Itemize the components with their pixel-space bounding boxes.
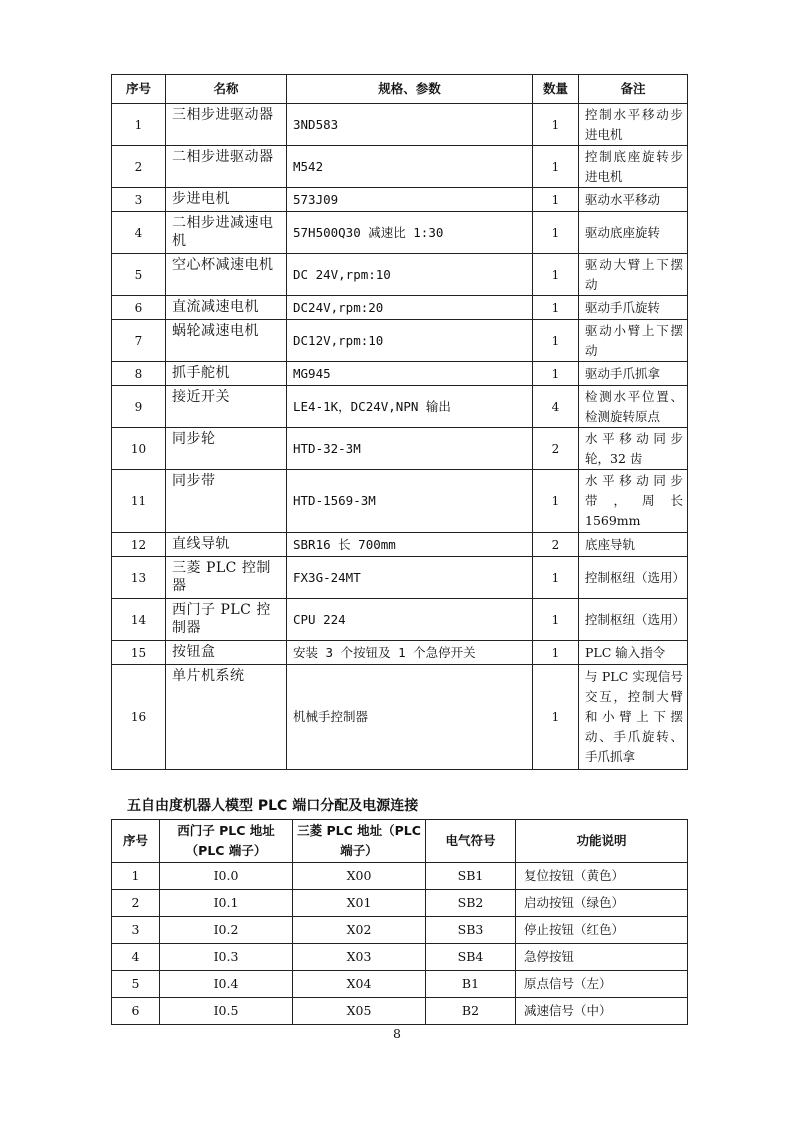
table-row (112, 971, 688, 998)
siemens-address: I0.4 (160, 971, 293, 998)
component-name: 三相步进驱动器 (166, 104, 287, 146)
mitsubishi-address: X05 (293, 998, 426, 1025)
table-row (112, 533, 688, 557)
component-spec: FX3G-24MT (287, 557, 533, 599)
header-qty: 数量 (533, 75, 579, 104)
function-description: 启动按钮（绿色） (516, 890, 688, 917)
row-number: 9 (112, 386, 166, 428)
row-number: 16 (112, 665, 166, 770)
component-spec: LE4-1K，DC24V,NPN 输出 (287, 386, 533, 428)
table-row (112, 944, 688, 971)
component-note: 控制枢纽（选用） (579, 557, 688, 599)
siemens-address: I0.0 (160, 863, 293, 890)
component-quantity: 1 (533, 665, 579, 770)
component-note: 驱动底座旋转 (579, 212, 688, 254)
component-note: PLC 输入指令 (579, 641, 688, 665)
component-quantity: 1 (533, 557, 579, 599)
row-number: 7 (112, 320, 166, 362)
component-spec: 573J09 (287, 188, 533, 212)
siemens-address: I0.1 (160, 890, 293, 917)
component-name: 西门子 PLC 控制器 (166, 599, 287, 641)
header-spec: 规格、参数 (287, 75, 533, 104)
mitsubishi-address: X00 (293, 863, 426, 890)
table-row (112, 998, 688, 1025)
component-name: 步进电机 (166, 188, 287, 212)
row-number: 11 (112, 470, 166, 533)
component-quantity: 2 (533, 428, 579, 470)
component-spec: CPU 224 (287, 599, 533, 641)
function-description: 急停按钮 (516, 944, 688, 971)
table-row (112, 212, 688, 254)
component-name: 蜗轮减速电机 (166, 320, 287, 362)
component-quantity: 1 (533, 641, 579, 665)
mitsubishi-address: X04 (293, 971, 426, 998)
component-spec: 57H500Q30 减速比 1:30 (287, 212, 533, 254)
component-note: 驱动小臂上下摆动 (579, 320, 688, 362)
table-row (112, 599, 688, 641)
component-note: 控制底座旋转步进电机 (579, 146, 688, 188)
row-number: 1 (112, 104, 166, 146)
table-row (112, 863, 688, 890)
component-name: 同步轮 (166, 428, 287, 470)
component-note: 控制枢纽（选用） (579, 599, 688, 641)
component-note: 水平移动同步轮，32 齿 (579, 428, 688, 470)
component-name: 三菱 PLC 控制器 (166, 557, 287, 599)
siemens-address: I0.2 (160, 917, 293, 944)
row-number: 6 (112, 296, 166, 320)
component-note: 驱动手爪抓拿 (579, 362, 688, 386)
function-description: 减速信号（中） (516, 998, 688, 1025)
row-number: 2 (112, 890, 160, 917)
component-quantity: 1 (533, 470, 579, 533)
table-row (112, 254, 688, 296)
component-note: 水平移动同步带，周长 1569mm (579, 470, 688, 533)
function-description: 停止按钮（红色） (516, 917, 688, 944)
header-mitsubishi-address: 三菱 PLC 地址（PLC 端子） (293, 820, 426, 863)
component-spec: HTD-1569-3M (287, 470, 533, 533)
component-note: 底座导轨 (579, 533, 688, 557)
table-row (112, 188, 688, 212)
component-note: 驱动手爪旋转 (579, 296, 688, 320)
component-quantity: 1 (533, 254, 579, 296)
port-assignment-table (111, 819, 688, 1025)
header-no: 序号 (112, 75, 166, 104)
component-quantity: 1 (533, 104, 579, 146)
component-spec: DC12V,rpm:10 (287, 320, 533, 362)
electrical-symbol: SB2 (426, 890, 516, 917)
table-row (112, 428, 688, 470)
component-note: 驱动大臂上下摆动 (579, 254, 688, 296)
table-header-row (112, 75, 688, 104)
electrical-symbol: B2 (426, 998, 516, 1025)
table-row (112, 320, 688, 362)
table-header-row (112, 820, 688, 863)
component-quantity: 4 (533, 386, 579, 428)
row-number: 3 (112, 917, 160, 944)
siemens-address: I0.3 (160, 944, 293, 971)
function-description: 复位按钮（黄色） (516, 863, 688, 890)
table-row (112, 665, 688, 770)
mitsubishi-address: X02 (293, 917, 426, 944)
component-note: 驱动水平移动 (579, 188, 688, 212)
row-number: 2 (112, 146, 166, 188)
component-note: 控制水平移动步进电机 (579, 104, 688, 146)
siemens-address: I0.5 (160, 998, 293, 1025)
row-number: 1 (112, 863, 160, 890)
row-number: 13 (112, 557, 166, 599)
table-row (112, 557, 688, 599)
component-name: 接近开关 (166, 386, 287, 428)
component-spec: 机械手控制器 (287, 665, 533, 770)
component-note: 检测水平位置、检测旋转原点 (579, 386, 688, 428)
component-spec: HTD-32-3M (287, 428, 533, 470)
component-spec: M542 (287, 146, 533, 188)
component-note: 与 PLC 实现信号交互，控制大臂和小臂上下摆动、手爪旋转、手爪抓拿 (579, 665, 688, 770)
row-number: 5 (112, 254, 166, 296)
header-no: 序号 (112, 820, 160, 863)
component-name: 抓手舵机 (166, 362, 287, 386)
header-note: 备注 (579, 75, 688, 104)
component-quantity: 1 (533, 320, 579, 362)
component-name: 按钮盒 (166, 641, 287, 665)
table-row (112, 470, 688, 533)
component-name: 单片机系统 (166, 665, 287, 770)
component-name: 二相步进减速电机 (166, 212, 287, 254)
component-name: 直流减速电机 (166, 296, 287, 320)
section-title: 五自由度机器人模型 PLC 端口分配及电源连接 (127, 798, 419, 814)
component-name: 空心杯减速电机 (166, 254, 287, 296)
table-row (112, 104, 688, 146)
table-row (112, 917, 688, 944)
header-name: 名称 (166, 75, 287, 104)
component-quantity: 2 (533, 533, 579, 557)
table-row (112, 890, 688, 917)
component-quantity: 1 (533, 212, 579, 254)
component-list-body (112, 104, 688, 770)
header-electrical-symbol: 电气符号 (426, 820, 516, 863)
component-quantity: 1 (533, 146, 579, 188)
component-name: 二相步进驱动器 (166, 146, 287, 188)
component-quantity: 1 (533, 599, 579, 641)
row-number: 3 (112, 188, 166, 212)
electrical-symbol: SB1 (426, 863, 516, 890)
component-spec: 3ND583 (287, 104, 533, 146)
row-number: 14 (112, 599, 166, 641)
table-row (112, 386, 688, 428)
mitsubishi-address: X01 (293, 890, 426, 917)
table-row (112, 146, 688, 188)
component-spec: MG945 (287, 362, 533, 386)
component-quantity: 1 (533, 296, 579, 320)
row-number: 8 (112, 362, 166, 386)
row-number: 10 (112, 428, 166, 470)
table-row (112, 362, 688, 386)
component-spec: DC24V,rpm:20 (287, 296, 533, 320)
component-quantity: 1 (533, 362, 579, 386)
table-row (112, 641, 688, 665)
component-spec: DC 24V,rpm:10 (287, 254, 533, 296)
header-siemens-address: 西门子 PLC 地址（PLC 端子） (160, 820, 293, 863)
electrical-symbol: SB3 (426, 917, 516, 944)
row-number: 12 (112, 533, 166, 557)
port-assignment-body (112, 863, 688, 1025)
mitsubishi-address: X03 (293, 944, 426, 971)
row-number: 6 (112, 998, 160, 1025)
component-spec: SBR16 长 700mm (287, 533, 533, 557)
header-function: 功能说明 (516, 820, 688, 863)
component-spec: 安装 3 个按钮及 1 个急停开关 (287, 641, 533, 665)
page-number: 8 (393, 1026, 401, 1041)
electrical-symbol: B1 (426, 971, 516, 998)
row-number: 4 (112, 212, 166, 254)
component-list-table (111, 74, 688, 770)
function-description: 原点信号（左） (516, 971, 688, 998)
component-name: 直线导轨 (166, 533, 287, 557)
component-quantity: 1 (533, 188, 579, 212)
electrical-symbol: SB4 (426, 944, 516, 971)
table-row (112, 296, 688, 320)
row-number: 15 (112, 641, 166, 665)
row-number: 4 (112, 944, 160, 971)
component-name: 同步带 (166, 470, 287, 533)
row-number: 5 (112, 971, 160, 998)
